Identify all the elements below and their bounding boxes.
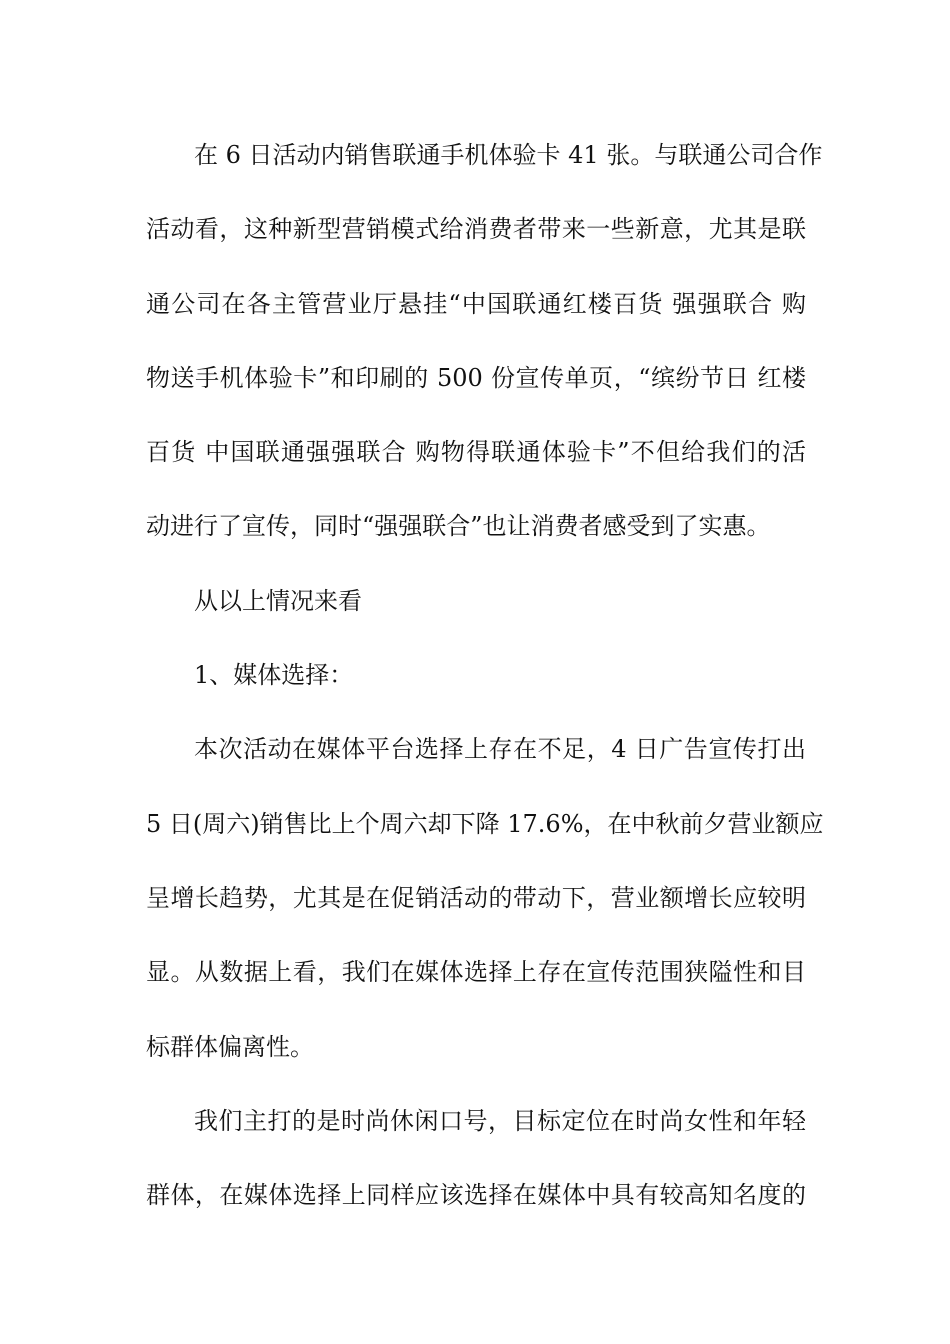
text-line: 我们主打的是时尚休闲口号，目标定位在时尚女性和年轻	[194, 1106, 806, 1135]
text-line: 在 6 日活动内销售联通手机体验卡 41 张。与联通公司合作	[194, 141, 823, 169]
text-line: 呈增长趋势，尤其是在促销活动的带动下，营业额增长应较明	[146, 883, 806, 912]
text-line: 群体，在媒体选择上同样应该选择在媒体中具有较高知名度的	[146, 1181, 806, 1210]
text-line: 显。从数据上看，我们在媒体选择上存在宣传范围狭隘性和目	[146, 958, 806, 987]
body-text	[146, 118, 824, 1232]
text-line: 标群体偏离性。	[146, 1032, 314, 1061]
text-line: 通公司在各主管营业厅悬挂“中国联通红楼百货 强强联合 购	[146, 289, 806, 318]
text-line: 物送手机体验卡”和印刷的 500 份宣传单页，“缤纷节日 红楼	[146, 363, 806, 392]
text-line: 动进行了宣传，同时“强强联合”也让消费者感受到了实惠。	[146, 512, 771, 541]
text-line: 百货 中国联通强强联合 购物得联通体验卡”不但给我们的活	[146, 438, 806, 467]
text-line: 1、媒体选择：	[194, 661, 354, 690]
text-line: 从以上情况来看	[194, 586, 362, 615]
text-line: 活动看，这种新型营销模式给消费者带来一些新意，尤其是联	[146, 215, 806, 244]
text-line: 本次活动在媒体平台选择上存在不足，4 日广告宣传打出	[194, 735, 806, 764]
text-line: 5 日(周六)销售比上个周六却下降 17.6%，在中秋前夕营业额应	[146, 809, 824, 838]
